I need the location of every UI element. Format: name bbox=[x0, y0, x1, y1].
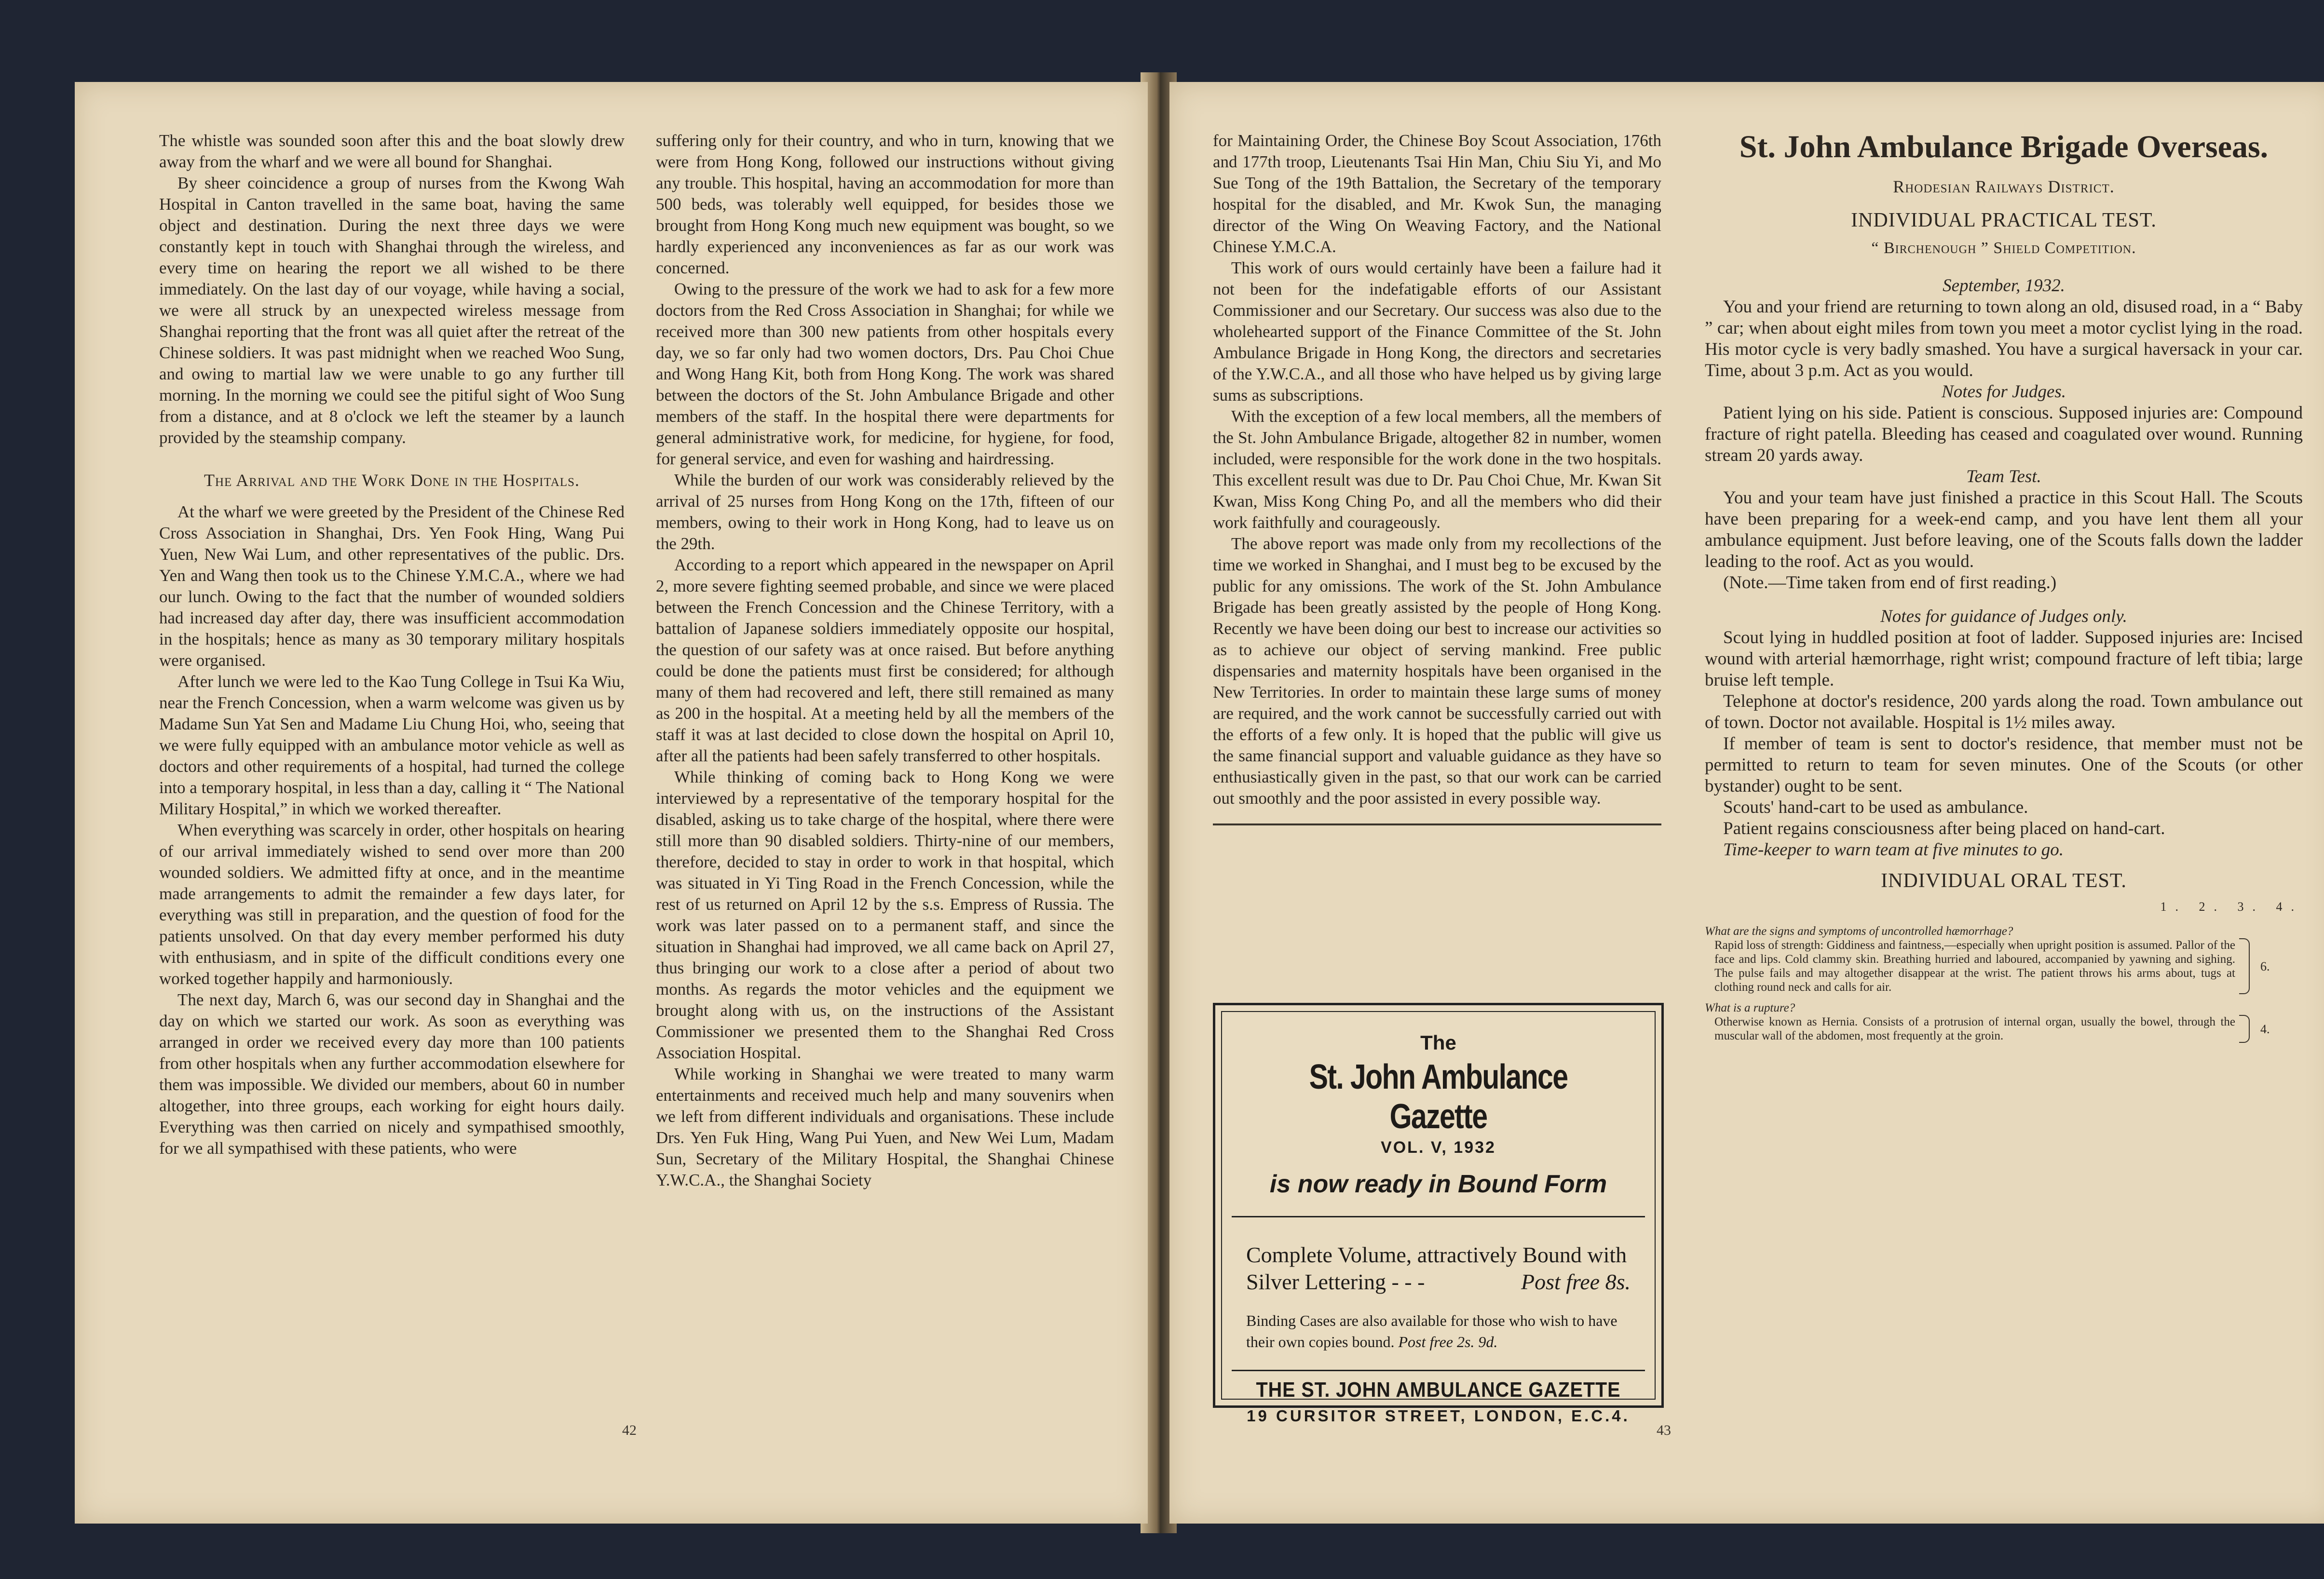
answer-row bbox=[1705, 938, 2303, 994]
paragraph: The whistle was sounded soon after this and the boat slowly drew away from the wharf and we were all bound for Shanghai. bbox=[159, 131, 625, 171]
ad-publisher: THE ST. JOHN AMBULANCE GAZETTE bbox=[1256, 1378, 1621, 1402]
page-number: 43 bbox=[1657, 1422, 1671, 1438]
paragraph: This work of ours would certainly have been a failure had it not been for the indefatigable efforts of our Assistant Commissioner and our Secretary. Our success was also due to the wholehearted support of the Finance Committee of the St. John Ambulance Brigade in Hong Kong, the directors and secretaries of the Y.W.C.A., and all those who have helped us by giving large sums as subscriptions. bbox=[1213, 258, 1661, 405]
answer: Otherwise known as Hernia. Consists of a protrusion of internal organ, usually the bowel, through the muscular wall of the abdomen, most frequently at the groin. bbox=[1714, 1015, 2235, 1042]
paragraph: While thinking of coming back to Hong Kong we were interviewed by a representative of the temporary hospital for the disabled, asking us to take charge of the hospital, where there were still more than 90 disabled soldiers. Thirty-nine of our members, therefore, decided to stay in order to work in that hospital, which was situated in Yi Ting Road in the French Concession, while the rest of us returned on April 12 by the s.s. Empress of Russia. The work was later passed on to a permanent staff, and since the situation in Shanghai had improved, we all came back on April 27, thus bringing our work to a close after a period of about two months. As regards the motor vehicles and the equipment we brought along with us, on the instructions of the Assistant Commissioner we presented them to the Shanghai Red Cross Association Hospital. bbox=[656, 768, 1114, 1062]
mark: 6. bbox=[2260, 959, 2270, 973]
paragraph: While working in Shanghai we were treated to many warm entertainments and received much help and many souvenirs when we left from different individuals and organisations. These include Drs. Yen Fuk Hing, Wang Pui Yuen, and New Wei Lum, Madam Sun, Secretary of the Military Hospital, the Shanghai Chinese Y.W.C.A., the Shanghai Society bbox=[656, 1065, 1114, 1189]
dateline: September, 1932. bbox=[1943, 276, 2065, 296]
paragraph: After lunch we were led to the Kao Tung College in Tsui Ka Wiu, near the French Concession, when a warm welcome was given us by Madame Sun Yat Sen and Madame Liu Chung Hoi, who, seeing that we were fully equipped with an ambulance motor vehicle as well as doctors and other requirements of a hospital, had turned the college into a temporary hospital, in less than a day, calling it “ The National Military Hospital,” in which we worked thereafter. bbox=[159, 672, 625, 818]
question: What are the signs and symptoms of uncontrolled hæmorrhage? bbox=[1705, 925, 2013, 938]
subheading: Team Test. bbox=[1966, 467, 2041, 486]
test-heading: INDIVIDUAL ORAL TEST. bbox=[1881, 870, 2127, 892]
ad-title: St. John Ambulance Gazette bbox=[1309, 1058, 1568, 1136]
ad-address: 19 CURSITOR STREET, LONDON, E.C.4. bbox=[1247, 1407, 1630, 1425]
subheading: Notes for Judges. bbox=[1942, 382, 2066, 402]
paragraph: With the exception of a few local members, all the members of the St. John Ambulance Brigade, altogether 82 in number, women included, were responsible for the work done in the two hospitals. This excellent result was due to Dr. Pau Choi Chue, Mr. Kwan Sit Kwan, Miss Kong Ching Po, and all the members who did their work faithfully and courageously. bbox=[1213, 407, 1661, 532]
brace bbox=[2239, 1015, 2250, 1043]
ad-binding-price: Post free 2s. 9d. bbox=[1398, 1333, 1498, 1350]
paragraph: At the wharf we were greeted by the President of the Chinese Red Cross Association in Shanghai, Drs. Yen Fook Hing, Wang Pui Yuen, New Wai Lum, and other representatives of the public. Drs. Yen and Wang then took us to the Chinese Y.M.C.A., where we had our lunch. Owing to the fact that the number of wounded soldiers had increased day after day, there was insufficient accommodation in the hospitals; hence as many as 30 temporary military hospitals were organised. bbox=[159, 502, 625, 670]
page-title: St. John Ambulance Brigade Overseas. bbox=[1739, 129, 2269, 164]
paragraph: Scout lying in huddled position at foot of ladder. Supposed injuries are: Incised wound with arterial hæmorrhage, right wrist; compound fracture of left tibia; large bruise left temple. bbox=[1705, 628, 2303, 690]
left-page-column-2 bbox=[656, 130, 1114, 1191]
ad-binding-text: Binding Cases are also available for those who wish to have their own copies bound. bbox=[1246, 1312, 1617, 1350]
left-page bbox=[75, 82, 1148, 1524]
paragraph: If member of team is sent to doctor's residence, that member must not be permitted to return to team for seven minutes. One of the Scouts (or other bystander) ought to be sent. bbox=[1705, 734, 2303, 796]
ad-complete-line-2 bbox=[1246, 1269, 1631, 1296]
competition-name: “ Birchenough ” Shield Competition. bbox=[1871, 239, 2136, 257]
district: Rhodesian Railways District. bbox=[1893, 177, 2115, 196]
oral-test-questions bbox=[1705, 924, 2303, 1043]
ad-volume: VOL. V, 1932 bbox=[1381, 1138, 1496, 1157]
left-page-column-1 bbox=[159, 130, 625, 1159]
paragraph: Patient lying on his side. Patient is conscious. Supposed injuries are: Compound fracture of right patella. Bleeding has ceased and coagulated over wound. Running stream 20 yards away. bbox=[1705, 403, 2303, 465]
answer-row bbox=[1705, 1015, 2303, 1043]
paragraph: When everything was scarcely in order, other hospitals on hearing of our arrival immediately wished to send over more than 200 wounded soldiers. We admitted fifty at once, and in the meantime made arrangements to admit the remainder a few days later, for everything was still in preparation, and the question of food for the patients unsolved. On that day every member performed his duty with enthusiasm, and in spite of the difficult conditions every one worked together happily and harmoniously. bbox=[159, 821, 625, 988]
right-page-column-2 bbox=[1705, 128, 2303, 1043]
ad-price: Post free 8s. bbox=[1521, 1269, 1631, 1294]
right-page bbox=[1169, 82, 2324, 1524]
right-page-column-1 bbox=[1213, 130, 1661, 825]
ad-inner-border bbox=[1221, 1011, 1656, 1425]
mark: 4. bbox=[2260, 1022, 2270, 1036]
paragraph: The next day, March 6, was our second day in Shanghai and the day on which we started our work. As soon as everything was arranged in order we received every day more than 100 patients from other hospitals when any further accommodation elsewhere for them was impossible. We divided our members, about 60 in number altogether, into three groups, each working for eight hours daily. Everything was then carried on nicely and sympathised smoothly, for we all sympathised with these patients, who were bbox=[159, 990, 625, 1158]
section-heading: The Arrival and the Work Done in the Hospitals. bbox=[204, 471, 580, 490]
subheading: Notes for guidance of Judges only. bbox=[1880, 607, 2127, 626]
brace bbox=[2239, 938, 2250, 994]
paragraph: The above report was made only from my recollections of the time we worked in Shanghai, and I must beg to be excused by the public for any omissions. The work of the St. John Ambulance Brigade has been greatly assisted by the people of Hong Kong. Recently we have been doing our best to increase our activities so as to achieve our object of serving mankind. Free public dispensaries and maternity hospitals have been organised in the New Territories. In order to maintain these large sums of money are required, and the work cannot be successfully carried out with the efforts of a few only. It is hoped that the public will give us the same financial support and valuable guidance as they have so enthusiastically given in the past, so that our work can be carried out smoothly and the poor assisted in every possible way. bbox=[1213, 534, 1661, 808]
paragraph: You and your team have just finished a practice in this Scout Hall. The Scouts have been preparing for a week-end camp, and you have lent them all your ambulance equipment. Just before leaving, one of the Scouts falls down the ladder leading to the roof. Act as you would. bbox=[1705, 488, 2303, 571]
ad-silver-lettering: Silver Lettering - - - bbox=[1246, 1269, 1425, 1294]
page-number: 42 bbox=[622, 1422, 637, 1438]
question: What is a rupture? bbox=[1705, 1001, 1795, 1014]
paragraph: for Maintaining Order, the Chinese Boy Scout Association, 176th and 177th troop, Lieutenants Tsai Hin Man, Chiu Siu Yi, and Mo Sue Tong of the 19th Battalion, the Secretary of the temporary hospital for the disabled, and Mr. Kwok Sun, the managing director of the Wing On Weaving Factory, and the National Chinese Y.M.C.A. bbox=[1213, 131, 1661, 256]
ad-divider bbox=[1232, 1370, 1645, 1371]
gazette-advertisement bbox=[1213, 1003, 1664, 1425]
ad-binding-cases bbox=[1222, 1296, 1655, 1352]
divider bbox=[1213, 823, 1661, 825]
ad-ready: is now ready in Bound Form bbox=[1269, 1170, 1607, 1198]
note: (Note.—Time taken from end of first reading.) bbox=[1723, 573, 2057, 593]
paragraph: Owing to the pressure of the work we had to ask for a few more doctors from the Red Cross Association in Shanghai; for while we received more than 300 new patients from other hospitals every day, we so far only had two women doctors, Drs. Pau Choi Chue and Wong Hang Kit, both from Hong Kong. The work was shared between the doctors of the St. John Ambulance Brigade and other members of the staff. In the hospital there were departments for general administrative work, for medicine, for hygiene, for food, for general service, and even for washing and hairdressing. bbox=[656, 280, 1114, 468]
paragraph: suffering only for their country, and who in turn, knowing that we were from Hong Kong, followed our instructions without giving any trouble. This hospital, having an accommodation for more than 500 beds, was tolerably well equipped, for besides those we brought from Hong Kong much new equipment was bought, so we hardly experienced any inconveniences as far as our work was concerned. bbox=[656, 131, 1114, 277]
paragraph: By sheer coincidence a group of nurses from the Kwong Wah Hospital in Canton travelled in the same boat, having the same object and destination. During the next three days we were constantly kept in touch with Shanghai through the wireless, and every time on hearing the report we all wished to be there immediately. On the last day of our voyage, while having a social, we were all struck by an unexpected wireless message from Shanghai reporting that the front was all quiet after the retreat of the Chinese soldiers. It was past midnight when we reached Woo Sung, and owing to martial law we were unable to go any further till morning. In the morning we could see the pitiful sight of Woo Sung from a distance, and at 8 o'clock we left the steamer by a launch provided by the steamship company. bbox=[159, 174, 625, 447]
paragraph: While the burden of our work was considerably relieved by the arrival of 25 nurses from Hong Kong on the 17th, fifteen of our members, owing to their work in Hong Kong, had to leave us on the 29th. bbox=[656, 471, 1114, 553]
paragraph: You and your friend are returning to town along an old, disused road, in a “ Baby ” car; when about eight miles from town you meet a motor cyclist lying in the road. His motor cycle is very badly smashed. You have a surgical haversack in your car. Time, about 3 p.m. Act as you would. bbox=[1705, 297, 2303, 380]
paragraph: According to a report which appeared in the newspaper on April 2, more severe fighting seemed probable, and since we were placed between the French Concession and the Chinese Territory, with a battalion of Japanese soldiers immediately opposite our hospital, the question of our safety was at once raised. But before anything could be done the patients must first be considered; for although many of them had recovered and left, there still remained as many as 200 in the hospital. At a meeting held by all the members of the staff it was at last decided to close down the hospital on April 10, after all the patients had been safely transferred to other hospitals. bbox=[656, 555, 1114, 765]
ad-complete-line-1: Complete Volume, attractively Bound with bbox=[1246, 1242, 1627, 1267]
test-heading: INDIVIDUAL PRACTICAL TEST. bbox=[1851, 209, 2157, 231]
paragraph: Telephone at doctor's residence, 200 yards along the road. Town ambulance out of town. Doctor not available. Hospital is 1½ miles away. bbox=[1705, 691, 2303, 732]
paragraph: Time-keeper to warn team at five minutes to go. bbox=[1723, 840, 2064, 860]
paragraph: Scouts' hand-cart to be used as ambulance. bbox=[1723, 797, 2028, 817]
answer: Rapid loss of strength: Giddiness and faintness,—especially when upright position is assumed. Pallor of the face and lips. Cold clammy skin. Breathing hurried and laboured, accompanied by yawning and sighing. The pulse fails and may altogether disappear at the wrist. The patient throws his arms about, tugs at clothing round neck and calls for air. bbox=[1714, 939, 2235, 994]
ad-complete-volume bbox=[1222, 1217, 1655, 1296]
ad-the: The bbox=[1420, 1031, 1456, 1054]
marks-header: 1. 2. 3. 4. bbox=[2160, 900, 2303, 914]
paragraph: Patient regains consciousness after being placed on hand-cart. bbox=[1723, 819, 2165, 838]
